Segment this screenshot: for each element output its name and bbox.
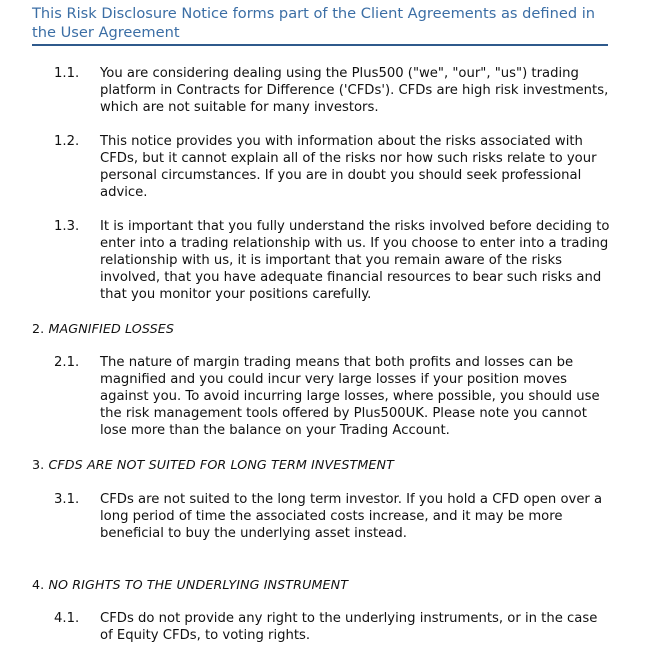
section-number: 4. — [32, 577, 45, 592]
clause-text: CFDs do not provide any right to the underlying instruments, or in the case of Equity CFDs, to voting rights. — [100, 611, 598, 643]
clause-number: 1.1. — [54, 66, 80, 81]
clause-number: 1.2. — [54, 134, 80, 149]
section-heading-magnified-losses — [32, 320, 174, 337]
section-heading-long-term-investment — [32, 456, 394, 473]
section-title: NO RIGHTS TO THE UNDERLYING INSTRUMENT — [48, 577, 349, 592]
clause-text: You are considering dealing using the Plus500 ("we", "our", "us") trading platform in Contracts for Difference ('CFDs'). CFDs are high risk investments, which are not suitable for many investors. — [100, 66, 609, 115]
clause-1-2 — [54, 133, 614, 201]
clause-text: It is important that you fully understand the risks involved before deciding to enter into a trading relationship with us. If you choose to enter into a trading relationship with us, it is important that you remain aware of the risks involved, that you have adequate financial resources to bear such risks and that you monitor your positions carefully. — [100, 219, 610, 302]
clause-number: 4.1. — [54, 611, 80, 626]
document-header: This Risk Disclosure Notice forms part of the Client Agreements as defined in the User Agreement — [32, 4, 608, 46]
clause-text: The nature of margin trading means that both profits and losses can be magnified and you could incur very large losses if your position moves against you. To avoid incurring large losses, where possible, you should use the risk management tools offered by Plus500UK. Please note you cannot lose more than the balance on your Trading Account. — [100, 355, 600, 438]
section-title: CFDS ARE NOT SUITED FOR LONG TERM INVESTMENT — [48, 457, 394, 472]
clause-3-1 — [54, 491, 614, 542]
clause-number: 3.1. — [54, 492, 80, 507]
clause-1-1 — [54, 65, 614, 116]
clause-number: 2.1. — [54, 355, 80, 370]
clause-2-1 — [54, 354, 614, 439]
section-heading-underlying-instrument — [32, 576, 348, 593]
section-number: 2. — [32, 321, 45, 336]
clause-1-3 — [54, 218, 614, 303]
clause-text: CFDs are not suited to the long term investor. If you hold a CFD open over a long period of time the associated costs increase, and it may be more beneficial to buy the underlying asset instead. — [100, 492, 603, 541]
section-number: 3. — [32, 457, 45, 472]
clause-4-1 — [54, 610, 614, 644]
clause-text: This notice provides you with information about the risks associated with CFDs, but it cannot explain all of the risks nor how such risks relate to your personal circumstances. If you are in doubt you should seek professional advice. — [100, 134, 597, 200]
clause-number: 1.3. — [54, 219, 80, 234]
section-title: MAGNIFIED LOSSES — [48, 321, 174, 336]
